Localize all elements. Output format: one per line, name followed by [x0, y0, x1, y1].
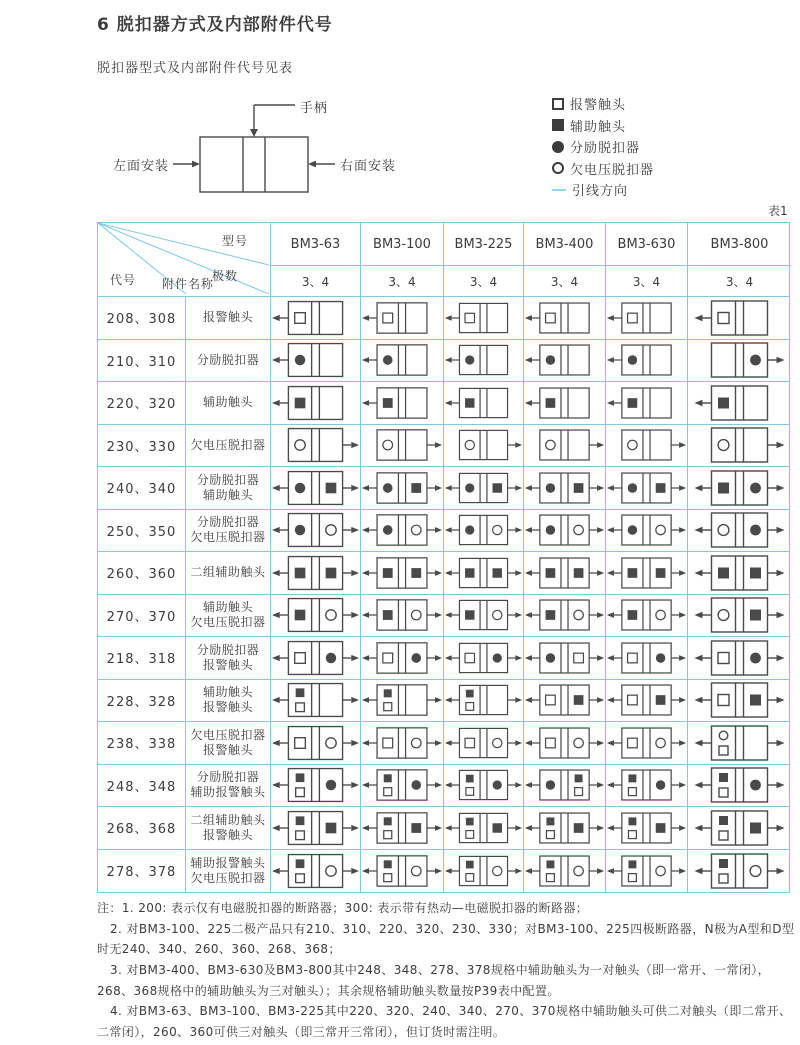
- breaker-diagram-cell: [606, 722, 688, 764]
- handle-arrow-icon: [250, 129, 258, 137]
- breaker-diagram-cell: [361, 680, 444, 722]
- breaker-diagram-cell: [524, 382, 606, 424]
- breaker-diagram-cell: [688, 297, 791, 339]
- breaker-diagram-cell: [606, 637, 688, 679]
- model-label: BM3-225: [444, 223, 523, 266]
- accessory-name-cell: 分励脱扣器: [186, 340, 271, 382]
- breaker-diagram-cell: [444, 722, 524, 764]
- breaker-diagram-cell: [688, 382, 791, 424]
- code-cell: 220、320: [98, 382, 186, 424]
- notes-label: 注：: [97, 901, 122, 915]
- code-cell: 238、338: [98, 722, 186, 764]
- legend-item: [552, 179, 654, 201]
- breaker-diagram-cell: [606, 510, 688, 552]
- table-corner-cell: [98, 223, 271, 296]
- table-row: [98, 850, 789, 893]
- breaker-diagram-cell: [444, 340, 524, 382]
- breaker-diagram-cell: [271, 425, 361, 467]
- lead-line-icon: [552, 189, 566, 191]
- breaker-diagram-cell: [524, 425, 606, 467]
- header-column-BM3-63: [271, 223, 361, 296]
- breaker-diagram-cell: [688, 425, 791, 467]
- accessory-name-cell: 二组辅助触头 报警触头: [186, 807, 271, 849]
- legend-label: 引线方向: [572, 184, 629, 200]
- breaker-diagram-cell: [361, 637, 444, 679]
- breaker-diagram-cell: [361, 467, 444, 509]
- code-cell: 218、318: [98, 637, 186, 679]
- code-cell: 278、378: [98, 850, 186, 893]
- breaker-diagram-cell: [444, 850, 524, 893]
- legend-label: 欠电压脱扣器: [570, 162, 655, 178]
- table-header: [98, 223, 789, 297]
- breaker-diagram-cell: [361, 297, 444, 339]
- model-label: BM3-800: [688, 223, 791, 266]
- breaker-diagram-cell: [271, 467, 361, 509]
- breaker-diagram-cell: [444, 510, 524, 552]
- breaker-diagram-cell: [524, 510, 606, 552]
- breaker-diagram-cell: [444, 765, 524, 807]
- table-row: [98, 297, 789, 340]
- poles-value: 3、4: [725, 274, 754, 289]
- code-cell: 268、368: [98, 807, 186, 849]
- breaker-diagram-cell: [361, 807, 444, 849]
- code-cell: 228、328: [98, 680, 186, 722]
- breaker-diagram-cell: [444, 680, 524, 722]
- corner-code-label: 代号: [110, 273, 137, 287]
- breaker-diagram-cell: [688, 722, 791, 764]
- breaker-diagram-cell: [271, 595, 361, 637]
- breaker-diagram-cell: [444, 807, 524, 849]
- breaker-diagram-cell: [444, 637, 524, 679]
- breaker-diagram-cell: [524, 595, 606, 637]
- breaker-diagram-cell: [524, 850, 606, 893]
- table-row: [98, 637, 789, 680]
- breaker-diagram-cell: [444, 297, 524, 339]
- breaker-diagram-cell: [524, 637, 606, 679]
- breaker-diagram-cell: [688, 680, 791, 722]
- accessory-name-cell: 报警触头: [186, 297, 271, 339]
- table-row: [98, 765, 789, 808]
- breaker-diagram-cell: [606, 765, 688, 807]
- breaker-body: [200, 137, 308, 192]
- breaker-diagram-cell: [271, 850, 361, 893]
- note-item: 2. 对BM3-100、225二极产品只有210、310、220、320、230、330；对BM3-100、225四极断路器，N极为A型和D型时无240、340、260、360、268、368；: [97, 921, 795, 957]
- legend-item: [552, 93, 654, 115]
- note-item: 3. 对BM3-400、BM3-630及BM3-800其中248、348、278、378规格中辅助触头为一对触头（即一常开、一常闭），268、368规格中的辅助触头为三对触头）；其余规格辅助触头数量按P39表中配置。: [97, 962, 771, 998]
- table-row: [98, 425, 789, 468]
- poles-value: 3、4: [469, 274, 498, 289]
- breaker-diagram-cell: [444, 382, 524, 424]
- corner-poles-label: 极数: [211, 269, 238, 283]
- breaker-diagram-cell: [688, 850, 791, 893]
- model-label: BM3-100: [361, 223, 443, 266]
- breaker-diagram-cell: [606, 807, 688, 849]
- breaker-diagram-cell: [606, 595, 688, 637]
- corner-name-label: 附件名称: [162, 277, 215, 291]
- table-row: [98, 467, 789, 510]
- code-cell: 208、308: [98, 297, 186, 339]
- breaker-diagram-cell: [444, 425, 524, 467]
- model-label: BM3-63: [271, 223, 360, 266]
- code-cell: 230、330: [98, 425, 186, 467]
- breaker-diagram-cell: [606, 382, 688, 424]
- accessory-name-cell: 欠电压脱扣器: [186, 425, 271, 467]
- breaker-diagram-cell: [524, 807, 606, 849]
- breaker-diagram-cell: [606, 340, 688, 382]
- table-row: [98, 340, 789, 383]
- breaker-diagram-cell: [361, 382, 444, 424]
- breaker-diagram-cell: [688, 340, 791, 382]
- breaker-diagram-cell: [271, 510, 361, 552]
- accessory-name-cell: 分励脱扣器 辅助报警触头: [186, 765, 271, 807]
- table-row: [98, 807, 789, 850]
- table-row: [98, 552, 789, 595]
- accessory-name-cell: 分励脱扣器 欠电压脱扣器: [186, 510, 271, 552]
- accessory-name-cell: 分励脱扣器 报警触头: [186, 637, 271, 679]
- right-mount-label: 右面安装: [340, 159, 397, 174]
- accessory-name-cell: 辅助触头 欠电压脱扣器: [186, 595, 271, 637]
- breaker-diagram-cell: [524, 552, 606, 594]
- legend-item: [552, 158, 654, 180]
- code-cell: 210、310: [98, 340, 186, 382]
- breaker-diagram-cell: [271, 680, 361, 722]
- breaker-diagram-cell: [271, 552, 361, 594]
- breaker-diagram-cell: [271, 382, 361, 424]
- table-row: [98, 510, 789, 553]
- breaker-diagram-cell: [444, 552, 524, 594]
- poles-value: 3、4: [550, 274, 579, 289]
- header-column-BM3-225: [444, 223, 524, 296]
- breaker-diagram-cell: [444, 595, 524, 637]
- breaker-diagram-cell: [524, 340, 606, 382]
- code-cell: 248、348: [98, 765, 186, 807]
- left-mount-label: 左面安装: [113, 159, 170, 174]
- legend: [552, 93, 654, 201]
- header-columns: [271, 223, 791, 296]
- table-number-label: 表1: [768, 204, 788, 218]
- poles-value: 3、4: [301, 274, 330, 289]
- header-column-BM3-630: [606, 223, 688, 296]
- legend-item: [552, 136, 654, 158]
- breaker-diagram-cell: [688, 552, 791, 594]
- right-mount-arrow-icon: [308, 161, 316, 168]
- accessory-name-cell: 二组辅助触头: [186, 552, 271, 594]
- breaker-diagram-cell: [606, 425, 688, 467]
- table-row: [98, 595, 789, 638]
- breaker-diagram-cell: [361, 510, 444, 552]
- breaker-diagram-cell: [361, 722, 444, 764]
- legend-label: 辅助触头: [570, 119, 627, 135]
- accessory-code-table: [97, 222, 790, 893]
- table-body: [98, 297, 789, 892]
- breaker-diagram-cell: [361, 595, 444, 637]
- breaker-diagram-cell: [361, 340, 444, 382]
- legend-item: [552, 115, 654, 137]
- square-filled-icon: [552, 119, 564, 131]
- breaker-diagram-cell: [271, 765, 361, 807]
- breaker-diagram-cell: [524, 297, 606, 339]
- header-column-BM3-400: [524, 223, 606, 296]
- breaker-diagram-cell: [271, 340, 361, 382]
- breaker-diagram-cell: [688, 467, 791, 509]
- breaker-diagram-cell: [271, 807, 361, 849]
- model-label: BM3-400: [524, 223, 605, 266]
- accessory-name-cell: 辅助触头 报警触头: [186, 680, 271, 722]
- breaker-diagram-cell: [606, 680, 688, 722]
- breaker-diagram-cell: [524, 765, 606, 807]
- code-cell: 240、340: [98, 467, 186, 509]
- breaker-diagram-cell: [271, 637, 361, 679]
- legend-label: 分励脱扣器: [570, 141, 641, 157]
- breaker-diagram-cell: [606, 850, 688, 893]
- breaker-diagram-cell: [688, 637, 791, 679]
- accessory-name-cell: 分励脱扣器 辅助触头: [186, 467, 271, 509]
- table-row: [98, 722, 789, 765]
- poles-value: 3、4: [388, 274, 416, 289]
- circle-filled-icon: [552, 141, 564, 153]
- header-column-BM3-100: [361, 223, 444, 296]
- accessory-name-cell: 辅助触头: [186, 382, 271, 424]
- circle-open-icon: [552, 162, 564, 174]
- page-subtitle: 脱扣器型式及内部附件代号见表: [97, 61, 294, 76]
- left-mount-arrow-icon: [192, 161, 200, 168]
- breaker-diagram-cell: [688, 807, 791, 849]
- note-item: 4. 对BM3-63、BM3-100、BM3-225其中220、320、240、340、270、370规格中辅助触头可供二对触头（即二常开、二常闭），260、360可供三对触头（即三常开三常闭），但订货时需注明。: [97, 1004, 792, 1039]
- breaker-diagram-cell: [361, 765, 444, 807]
- breaker-diagram-cell: [688, 595, 791, 637]
- breaker-diagram-cell: [606, 552, 688, 594]
- breaker-diagram-cell: [524, 722, 606, 764]
- notes: [97, 898, 795, 1042]
- square-open-icon: [552, 98, 564, 110]
- accessory-name-cell: 辅助报警触头 欠电压脱扣器: [186, 850, 271, 893]
- breaker-diagram-cell: [361, 552, 444, 594]
- breaker-diagram-cell: [271, 722, 361, 764]
- breaker-diagram-cell: [361, 850, 444, 893]
- breaker-diagram-cell: [688, 765, 791, 807]
- accessory-name-cell: 欠电压脱扣器 报警触头: [186, 722, 271, 764]
- note-item: 注：1. 200: 表示仅有电磁脱扣器的断路器；300: 表示带有热动—电磁脱扣器的断路器；: [97, 901, 589, 915]
- handle-label: 手柄: [300, 101, 329, 116]
- table-row: [98, 382, 789, 425]
- page-title: 6 脱扣器方式及内部附件代号: [97, 15, 333, 35]
- breaker-diagram-cell: [606, 297, 688, 339]
- breaker-diagram-cell: [688, 510, 791, 552]
- legend-label: 报警触头: [570, 98, 627, 114]
- breaker-diagram-cell: [524, 467, 606, 509]
- breaker-diagram-cell: [271, 297, 361, 339]
- breaker-diagram-cell: [524, 680, 606, 722]
- code-cell: 260、360: [98, 552, 186, 594]
- poles-value: 3、4: [632, 274, 661, 289]
- table-row: [98, 680, 789, 723]
- code-cell: 250、350: [98, 510, 186, 552]
- code-cell: 270、370: [98, 595, 186, 637]
- corner-model-label: 型号: [221, 234, 248, 248]
- model-label: BM3-630: [606, 223, 687, 266]
- breaker-diagram-cell: [444, 467, 524, 509]
- header-column-BM3-800: [688, 223, 791, 296]
- breaker-diagram-cell: [606, 467, 688, 509]
- breaker-diagram-cell: [361, 425, 444, 467]
